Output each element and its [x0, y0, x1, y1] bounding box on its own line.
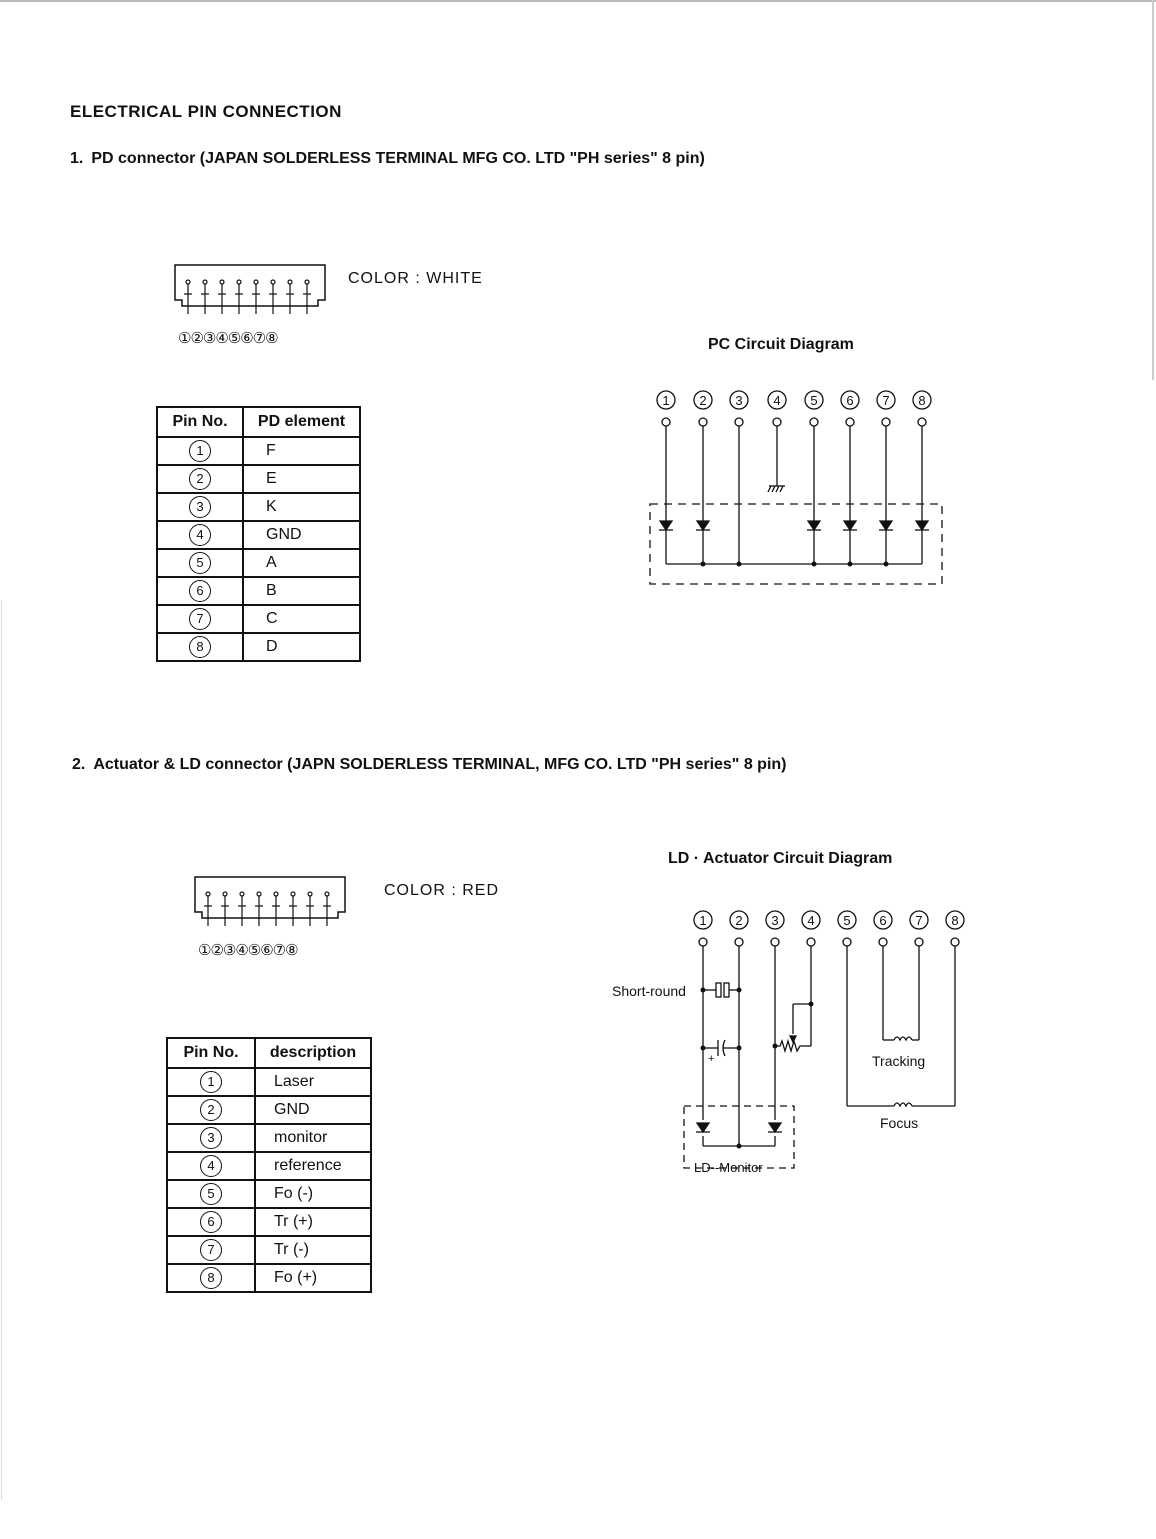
pc-circuit-title: PC Circuit Diagram — [708, 336, 854, 353]
connector-icon — [172, 262, 332, 322]
section-title: PD connector (JAPAN SOLDERLESS TERMINAL MFG CO. LTD "PH series" 8 pin) — [91, 150, 705, 167]
pin-value: K — [243, 493, 360, 521]
pin-label: 4 — [807, 913, 815, 928]
pin-number: 2 — [189, 468, 211, 490]
table-header-pin: Pin No. — [157, 407, 243, 437]
pin-number: 4 — [200, 1155, 222, 1177]
pin-label: 5 — [843, 913, 851, 928]
table-header-row — [167, 1038, 371, 1068]
pin-number: 7 — [189, 608, 211, 630]
table-row — [167, 1264, 371, 1292]
photodiode-icon — [659, 521, 929, 530]
pin-value: GND — [243, 521, 360, 549]
table-row — [157, 633, 360, 661]
pin-value: GND — [255, 1096, 371, 1124]
table-header-description: description — [255, 1038, 371, 1068]
pin-label: 5 — [810, 393, 818, 408]
pin-value: Fo (-) — [255, 1180, 371, 1208]
section-1-heading — [70, 150, 705, 168]
pin-value: C — [243, 605, 360, 633]
table-row — [157, 549, 360, 577]
table-row — [167, 1236, 371, 1264]
table-row — [157, 605, 360, 633]
svg-text:+: + — [708, 1053, 715, 1065]
scan-edge — [1, 600, 2, 1500]
actuator-connector — [192, 874, 352, 959]
pin-value: Laser — [255, 1068, 371, 1096]
pin-number: 5 — [189, 552, 211, 574]
actuator-pin-table — [166, 1037, 372, 1293]
pin-label: 1 — [699, 913, 707, 928]
pin-number: 3 — [200, 1127, 222, 1149]
pin-label: 4 — [773, 393, 781, 408]
tracking-label: Tracking — [872, 1053, 926, 1069]
pin-value: Tr (+) — [255, 1208, 371, 1236]
pin-number: 8 — [189, 636, 211, 658]
pin-label: 3 — [771, 913, 779, 928]
pin-value: Tr (-) — [255, 1236, 371, 1264]
pin-value: E — [243, 465, 360, 493]
ld-actuator-circuit-diagram — [604, 900, 984, 1190]
table-row — [167, 1068, 371, 1096]
table-row — [167, 1124, 371, 1152]
ld-actuator-circuit-title: LD · Actuator Circuit Diagram — [668, 850, 893, 867]
ld-monitor-label: LD--Monitor — [694, 1160, 763, 1175]
table-row — [167, 1152, 371, 1180]
pin-number: 1 — [189, 440, 211, 462]
connector-color-label: COLOR : RED — [384, 882, 500, 899]
pin-number: 8 — [200, 1267, 222, 1289]
table-row — [157, 493, 360, 521]
pin-value: B — [243, 577, 360, 605]
page-title: ELECTRICAL PIN CONNECTION — [70, 102, 342, 121]
pin-number: 7 — [200, 1239, 222, 1261]
table-row — [167, 1096, 371, 1124]
pin-label: 3 — [735, 393, 743, 408]
pin-number: 6 — [200, 1211, 222, 1233]
pin-label: 7 — [915, 913, 923, 928]
pd-connector — [172, 262, 332, 347]
pin-number: 1 — [200, 1071, 222, 1093]
pin-number: 3 — [189, 496, 211, 518]
pin-number: 5 — [200, 1183, 222, 1205]
ground-icon — [768, 486, 785, 492]
connector-icon — [192, 874, 352, 934]
pin-label: 2 — [699, 393, 707, 408]
table-row — [167, 1208, 371, 1236]
pin-value: Fo (+) — [255, 1264, 371, 1292]
pin-label: 8 — [951, 913, 959, 928]
scan-edge — [0, 0, 1156, 2]
pin-label: 1 — [662, 393, 670, 408]
table-row — [157, 577, 360, 605]
pc-circuit-diagram — [640, 380, 960, 600]
connector-color-label: COLOR : WHITE — [348, 270, 483, 287]
pin-number: 4 — [189, 524, 211, 546]
table-row — [157, 521, 360, 549]
table-row — [167, 1180, 371, 1208]
table-row — [157, 465, 360, 493]
pin-number: 6 — [189, 580, 211, 602]
pin-value: F — [243, 437, 360, 465]
short-round-label: Short-round — [612, 983, 686, 999]
table-header-element: PD element — [243, 407, 360, 437]
pin-value: monitor — [255, 1124, 371, 1152]
pd-pin-table — [156, 406, 361, 662]
pin-label: 2 — [735, 913, 743, 928]
pin-label: 6 — [846, 393, 854, 408]
section-title: Actuator & LD connector (JAPN SOLDERLESS TERMINAL, MFG CO. LTD "PH series" 8 pin) — [93, 756, 787, 773]
pin-label: 6 — [879, 913, 887, 928]
table-header-row — [157, 407, 360, 437]
pin-value: reference — [255, 1152, 371, 1180]
pin-number: 2 — [200, 1099, 222, 1121]
table-header-pin: Pin No. — [167, 1038, 255, 1068]
pin-value: A — [243, 549, 360, 577]
section-number: 1. — [70, 150, 84, 167]
pin-label: 8 — [918, 393, 926, 408]
connector-pin-numbers: ①②③④⑤⑥⑦⑧ — [178, 330, 278, 347]
focus-label: Focus — [880, 1115, 919, 1131]
pin-value: D — [243, 633, 360, 661]
connector-pin-numbers: ①②③④⑤⑥⑦⑧ — [198, 942, 298, 959]
scan-edge — [1152, 0, 1154, 380]
section-2-heading — [72, 756, 787, 774]
pin-label: 7 — [882, 393, 890, 408]
section-number: 2. — [72, 756, 86, 773]
table-row — [157, 437, 360, 465]
